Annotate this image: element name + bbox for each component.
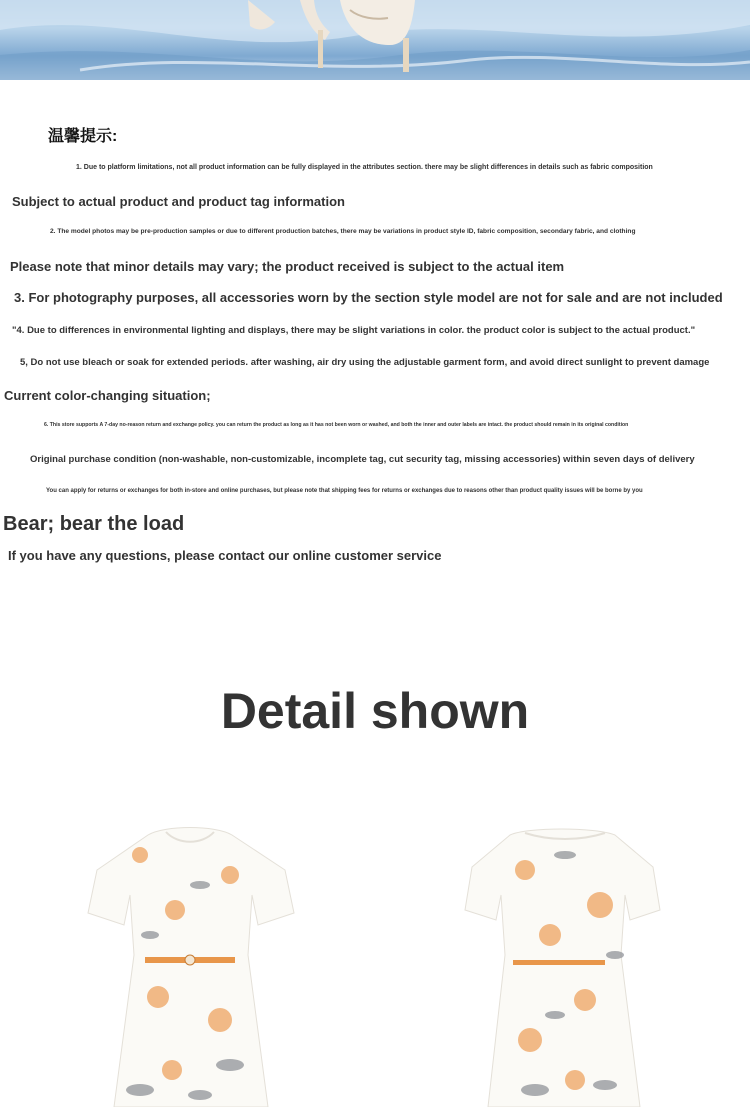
notice-line: "4. Due to differences in environmental lighting and displays, there may be slight variations in color. the product color is subject to the actual product." <box>12 325 696 336</box>
notice-line: Subject to actual product and product tag information <box>12 194 345 209</box>
notice-line: Please note that minor details may vary; the product received is subject to the actual item <box>10 259 565 274</box>
notice-line: You can apply for returns or exchanges for both in-store and online purchases, but please note that shipping fees for returns or exchanges due to reasons other than product quality issues will be borne by you <box>46 488 643 494</box>
dress-front-image <box>80 815 300 1112</box>
notice-heading: 温馨提示: <box>48 128 118 145</box>
notice-line: 1. Due to platform limitations, not all product information can be fully displayed in the attributes section. there may be slight differences in details such as fabric composition <box>76 164 653 171</box>
notice-line: 3. For photography purposes, all accessories worn by the section style model are not for sale and are not included <box>14 290 723 305</box>
detail-shown-title: Detail shown <box>220 683 530 739</box>
notice-line: Bear; bear the load <box>3 513 185 535</box>
notice-line: 6. This store supports A 7-day no-reason return and exchange policy. you can return the product as long as it has not been worn or washed, and both the inner and outer labels are intact. the product should remain in its original condition <box>44 422 629 428</box>
notice-line: 5, Do not use bleach or soak for extended periods. after washing, air dry using the adjustable garment form, and avoid direct sunlight to prevent damage <box>20 357 710 368</box>
shoe-banner-image <box>0 0 750 80</box>
notice-line: 2. The model photos may be pre-production samples or due to different production batches, there may be variations in product style ID, fabric composition, secondary fabric, and clothing <box>50 228 636 235</box>
notice-line: If you have any questions, please contact our online customer service <box>8 548 442 563</box>
notice-line: Original purchase condition (non-washable, non-customizable, incomplete tag, cut security tag, missing accessories) within seven days of delivery <box>30 454 695 465</box>
notice-line: Current color-changing situation; <box>4 388 211 403</box>
dress-back-image <box>455 815 675 1112</box>
